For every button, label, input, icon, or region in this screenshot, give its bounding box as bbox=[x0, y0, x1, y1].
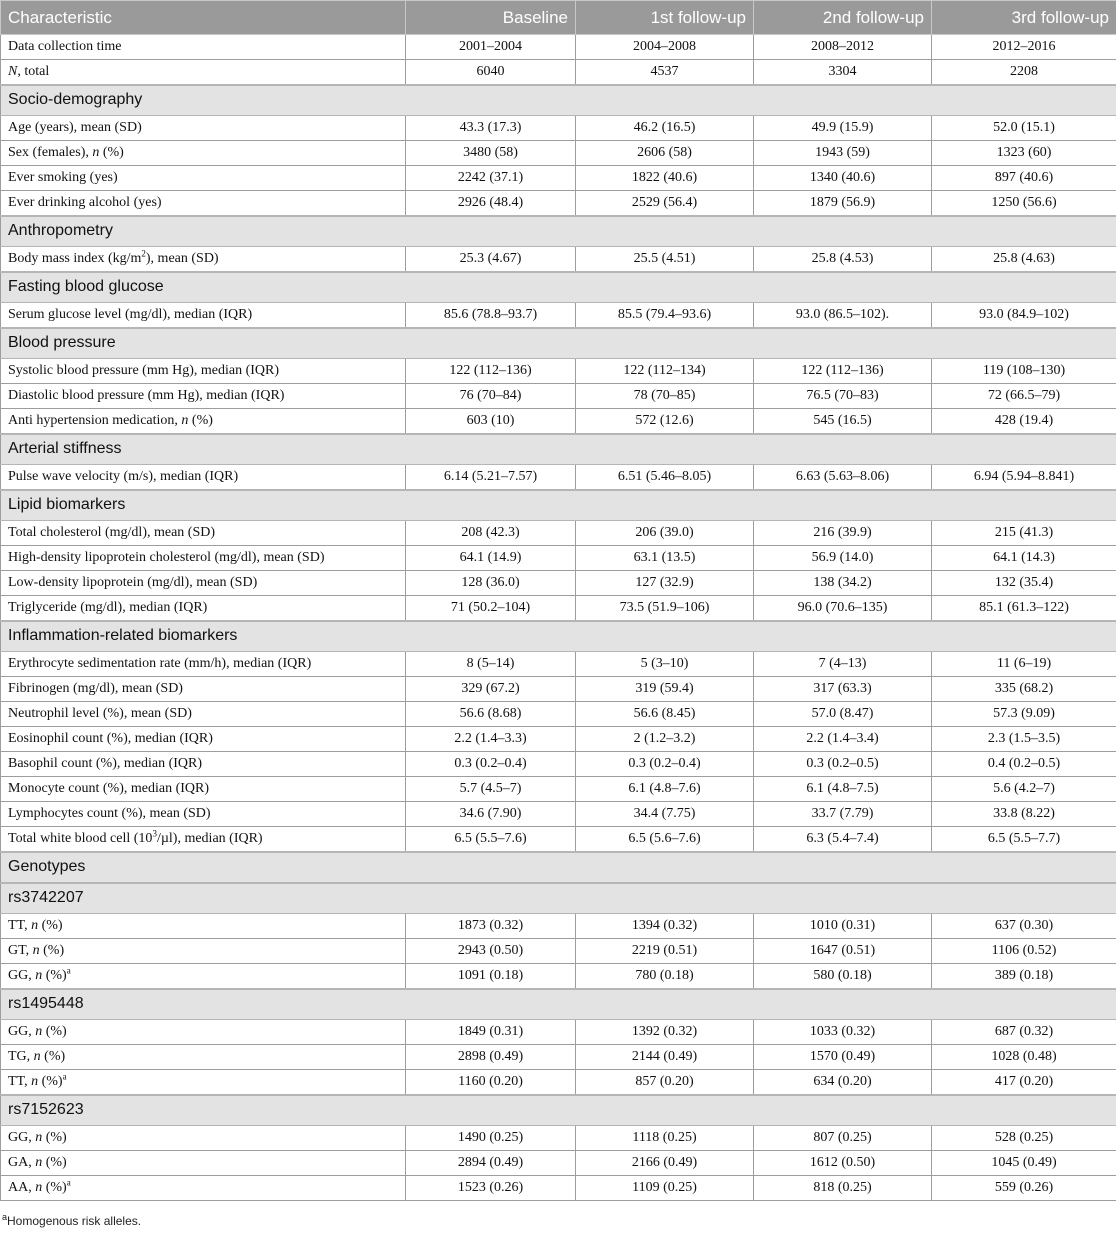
value-cell: 1490 (0.25) bbox=[406, 1126, 576, 1151]
value-cell: 1250 (56.6) bbox=[932, 191, 1116, 216]
value-cell: 6.51 (5.46–8.05) bbox=[576, 465, 754, 490]
row-label bbox=[1, 652, 406, 677]
value-cell: 2529 (56.4) bbox=[576, 191, 754, 216]
value-cell: 1523 (0.26) bbox=[406, 1176, 576, 1201]
section-title: rs3742207 bbox=[1, 883, 1116, 914]
row-label bbox=[1, 827, 406, 852]
value-cell: 34.6 (7.90) bbox=[406, 802, 576, 827]
value-cell: 215 (41.3) bbox=[932, 521, 1116, 546]
header-followup-2: 2nd follow-up bbox=[754, 1, 932, 35]
value-cell: 2008–2012 bbox=[754, 35, 932, 60]
label-text: Diastolic blood pressure (mm Hg), median (IQR) bbox=[8, 388, 285, 403]
value-cell: 122 (112–134) bbox=[576, 359, 754, 384]
row-label bbox=[1, 939, 406, 964]
value-cell: 1879 (56.9) bbox=[754, 191, 932, 216]
value-cell: 1045 (0.49) bbox=[932, 1151, 1116, 1176]
value-cell: 5 (3–10) bbox=[576, 652, 754, 677]
section-row bbox=[1, 883, 1116, 914]
value-cell: 6.1 (4.8–7.6) bbox=[576, 777, 754, 802]
value-cell: 52.0 (15.1) bbox=[932, 116, 1116, 141]
value-cell: 572 (12.6) bbox=[576, 409, 754, 434]
value-cell: 1612 (0.50) bbox=[754, 1151, 932, 1176]
value-cell: 6.94 (5.94–8.841) bbox=[932, 465, 1116, 490]
table-row bbox=[1, 1020, 1116, 1045]
value-cell: 76.5 (70–83) bbox=[754, 384, 932, 409]
section-title: rs1495448 bbox=[1, 989, 1116, 1020]
label-italic: n bbox=[33, 1049, 41, 1064]
value-cell: 528 (0.25) bbox=[932, 1126, 1116, 1151]
value-cell: 2004–2008 bbox=[576, 35, 754, 60]
value-cell: 5.6 (4.2–7) bbox=[932, 777, 1116, 802]
row-label bbox=[1, 465, 406, 490]
table-row bbox=[1, 677, 1116, 702]
row-label bbox=[1, 964, 406, 989]
table-body bbox=[1, 35, 1116, 1201]
value-cell: 559 (0.26) bbox=[932, 1176, 1116, 1201]
table-row bbox=[1, 752, 1116, 777]
section-title: Inflammation-related biomarkers bbox=[1, 621, 1116, 652]
value-cell: 818 (0.25) bbox=[754, 1176, 932, 1201]
value-cell: 1943 (59) bbox=[754, 141, 932, 166]
value-cell: 64.1 (14.3) bbox=[932, 546, 1116, 571]
value-cell: 2242 (37.1) bbox=[406, 166, 576, 191]
value-cell: 85.6 (78.8–93.7) bbox=[406, 303, 576, 328]
value-cell: 128 (36.0) bbox=[406, 571, 576, 596]
value-cell: 428 (19.4) bbox=[932, 409, 1116, 434]
value-cell: 56.9 (14.0) bbox=[754, 546, 932, 571]
label-text-after: (%) bbox=[42, 1130, 67, 1145]
label-text: Low-density lipoprotein (mg/dl), mean (SD) bbox=[8, 575, 258, 590]
label-text: , total bbox=[17, 63, 50, 79]
section-row bbox=[1, 1095, 1116, 1126]
row-label bbox=[1, 546, 406, 571]
label-italic: n bbox=[35, 1180, 43, 1195]
value-cell: 897 (40.6) bbox=[932, 166, 1116, 191]
label-text: Eosinophil count (%), median (IQR) bbox=[8, 731, 213, 746]
row-label bbox=[1, 914, 406, 939]
label-italic: n bbox=[92, 145, 100, 160]
section-row bbox=[1, 852, 1116, 883]
table-row bbox=[1, 914, 1116, 939]
label-text: Serum glucose level (mg/dl), median (IQR) bbox=[8, 306, 253, 322]
value-cell: 122 (112–136) bbox=[754, 359, 932, 384]
value-cell: 1109 (0.25) bbox=[576, 1176, 754, 1201]
label-text-after: (%) bbox=[99, 145, 124, 160]
row-label bbox=[1, 141, 406, 166]
label-text: Ever smoking (yes) bbox=[8, 170, 118, 185]
row-label bbox=[1, 1126, 406, 1151]
row-label bbox=[1, 116, 406, 141]
value-cell: 57.0 (8.47) bbox=[754, 702, 932, 727]
label-text: Fibrinogen (mg/dl), mean (SD) bbox=[8, 681, 183, 696]
value-cell: 2.2 (1.4–3.4) bbox=[754, 727, 932, 752]
section-row bbox=[1, 272, 1116, 303]
value-cell: 2166 (0.49) bbox=[576, 1151, 754, 1176]
table-row bbox=[1, 247, 1116, 272]
row-label bbox=[1, 571, 406, 596]
table-row bbox=[1, 521, 1116, 546]
row-label bbox=[1, 35, 406, 60]
label-text: Total cholesterol (mg/dl), mean (SD) bbox=[8, 525, 216, 540]
section-title: Fasting blood glucose bbox=[1, 272, 1116, 303]
table-row bbox=[1, 1151, 1116, 1176]
section-title: rs7152623 bbox=[1, 1095, 1116, 1126]
table-row bbox=[1, 727, 1116, 752]
value-cell: 8 (5–14) bbox=[406, 652, 576, 677]
value-cell: 71 (50.2–104) bbox=[406, 596, 576, 621]
value-cell: 25.3 (4.67) bbox=[406, 247, 576, 272]
label-italic: n bbox=[31, 1073, 39, 1089]
label-text-after: (%) bbox=[42, 967, 67, 983]
value-cell: 25.8 (4.63) bbox=[932, 247, 1116, 272]
value-cell: 1340 (40.6) bbox=[754, 166, 932, 191]
value-cell: 0.3 (0.2–0.4) bbox=[406, 752, 576, 777]
label-superscript: a bbox=[66, 1177, 71, 1188]
value-cell: 56.6 (8.68) bbox=[406, 702, 576, 727]
value-cell: 1118 (0.25) bbox=[576, 1126, 754, 1151]
value-cell: 64.1 (14.9) bbox=[406, 546, 576, 571]
value-cell: 3480 (58) bbox=[406, 141, 576, 166]
table-row bbox=[1, 1176, 1116, 1201]
value-cell: 3304 bbox=[754, 60, 932, 85]
row-label bbox=[1, 1045, 406, 1070]
label-text: Systolic blood pressure (mm Hg), median (IQR) bbox=[8, 363, 280, 378]
row-label bbox=[1, 802, 406, 827]
row-label bbox=[1, 384, 406, 409]
value-cell: 93.0 (84.9–102) bbox=[932, 303, 1116, 328]
label-text-after: ), mean (SD) bbox=[145, 250, 219, 266]
row-label bbox=[1, 777, 406, 802]
value-cell: 329 (67.2) bbox=[406, 677, 576, 702]
label-superscript: a bbox=[66, 965, 71, 976]
value-cell: 49.9 (15.9) bbox=[754, 116, 932, 141]
table-row bbox=[1, 409, 1116, 434]
value-cell: 206 (39.0) bbox=[576, 521, 754, 546]
value-cell: 0.4 (0.2–0.5) bbox=[932, 752, 1116, 777]
value-cell: 389 (0.18) bbox=[932, 964, 1116, 989]
value-cell: 2 (1.2–3.2) bbox=[576, 727, 754, 752]
table-row bbox=[1, 777, 1116, 802]
label-text-after: (%) bbox=[38, 1073, 63, 1089]
label-text-after: (%) bbox=[40, 1049, 66, 1064]
value-cell: 25.8 (4.53) bbox=[754, 247, 932, 272]
value-cell: 2943 (0.50) bbox=[406, 939, 576, 964]
label-text: Basophil count (%), median (IQR) bbox=[8, 756, 203, 771]
label-italic: n bbox=[35, 1130, 43, 1145]
label-italic: n bbox=[181, 412, 189, 428]
section-row bbox=[1, 490, 1116, 521]
value-cell: 2.3 (1.5–3.5) bbox=[932, 727, 1116, 752]
value-cell: 6040 bbox=[406, 60, 576, 85]
label-text-after: (%) bbox=[42, 1180, 67, 1195]
section-title: Blood pressure bbox=[1, 328, 1116, 359]
table-row bbox=[1, 1070, 1116, 1095]
table-row bbox=[1, 702, 1116, 727]
label-italic: n bbox=[31, 918, 39, 933]
table-row bbox=[1, 384, 1116, 409]
label-text: GG, bbox=[8, 1024, 36, 1039]
row-label bbox=[1, 409, 406, 434]
row-label bbox=[1, 191, 406, 216]
value-cell: 545 (16.5) bbox=[754, 409, 932, 434]
header-followup-3: 3rd follow-up bbox=[932, 1, 1116, 35]
table-row bbox=[1, 939, 1116, 964]
row-label bbox=[1, 359, 406, 384]
table-row bbox=[1, 1045, 1116, 1070]
table-row bbox=[1, 359, 1116, 384]
header-followup-1: 1st follow-up bbox=[576, 1, 754, 35]
label-text: Neutrophil level (%), mean (SD) bbox=[8, 706, 192, 721]
label-italic: n bbox=[35, 1155, 43, 1170]
table-row bbox=[1, 571, 1116, 596]
value-cell: 43.3 (17.3) bbox=[406, 116, 576, 141]
row-label bbox=[1, 596, 406, 621]
label-text: High-density lipoprotein cholesterol (mg/dl), mean (SD) bbox=[8, 550, 325, 565]
value-cell: 6.3 (5.4–7.4) bbox=[754, 827, 932, 852]
table-row bbox=[1, 116, 1116, 141]
value-cell: 25.5 (4.51) bbox=[576, 247, 754, 272]
value-cell: 1033 (0.32) bbox=[754, 1020, 932, 1045]
value-cell: 96.0 (70.6–135) bbox=[754, 596, 932, 621]
label-text-after: (%) bbox=[42, 1024, 67, 1039]
label-text: Erythrocyte sedimentation rate (mm/h), median (IQR) bbox=[8, 656, 312, 671]
table-row bbox=[1, 141, 1116, 166]
value-cell: 85.1 (61.3–122) bbox=[932, 596, 1116, 621]
label-text: TG, bbox=[8, 1049, 34, 1064]
row-label bbox=[1, 752, 406, 777]
section-title: Arterial stiffness bbox=[1, 434, 1116, 465]
value-cell: 5.7 (4.5–7) bbox=[406, 777, 576, 802]
value-cell: 122 (112–136) bbox=[406, 359, 576, 384]
value-cell: 634 (0.20) bbox=[754, 1070, 932, 1095]
value-cell: 2001–2004 bbox=[406, 35, 576, 60]
section-title: Socio-demography bbox=[1, 85, 1116, 116]
value-cell: 85.5 (79.4–93.6) bbox=[576, 303, 754, 328]
value-cell: 2894 (0.49) bbox=[406, 1151, 576, 1176]
table-footnote bbox=[2, 1214, 141, 1228]
section-row bbox=[1, 216, 1116, 247]
value-cell: 78 (70–85) bbox=[576, 384, 754, 409]
label-superscript: a bbox=[62, 1071, 67, 1082]
value-cell: 1091 (0.18) bbox=[406, 964, 576, 989]
value-cell: 1822 (40.6) bbox=[576, 166, 754, 191]
section-row bbox=[1, 989, 1116, 1020]
label-text: Sex (females), bbox=[8, 145, 93, 160]
label-text: Pulse wave velocity (m/s), median (IQR) bbox=[8, 468, 239, 484]
table-row bbox=[1, 303, 1116, 328]
value-cell: 6.14 (5.21–7.57) bbox=[406, 465, 576, 490]
value-cell: 317 (63.3) bbox=[754, 677, 932, 702]
value-cell: 127 (32.9) bbox=[576, 571, 754, 596]
value-cell: 6.63 (5.63–8.06) bbox=[754, 465, 932, 490]
label-text-after: (%) bbox=[38, 918, 63, 933]
label-text-after: /µl), median (IQR) bbox=[156, 830, 263, 846]
table-row bbox=[1, 166, 1116, 191]
label-text: Anti hypertension medication, bbox=[8, 412, 182, 428]
value-cell: 603 (10) bbox=[406, 409, 576, 434]
section-row bbox=[1, 434, 1116, 465]
label-italic: n bbox=[35, 967, 43, 983]
row-label bbox=[1, 166, 406, 191]
label-text: GA, bbox=[8, 1155, 36, 1170]
value-cell: 2144 (0.49) bbox=[576, 1045, 754, 1070]
label-text: GG, bbox=[8, 967, 36, 983]
footnote-marker: a bbox=[2, 1212, 8, 1222]
table-row bbox=[1, 465, 1116, 490]
section-row bbox=[1, 328, 1116, 359]
value-cell: 1647 (0.51) bbox=[754, 939, 932, 964]
label-text: Ever drinking alcohol (yes) bbox=[8, 194, 162, 210]
value-cell: 72 (66.5–79) bbox=[932, 384, 1116, 409]
label-superscript: 2 bbox=[141, 248, 146, 259]
value-cell: 6.1 (4.8–7.5) bbox=[754, 777, 932, 802]
row-label bbox=[1, 60, 406, 85]
value-cell: 857 (0.20) bbox=[576, 1070, 754, 1095]
value-cell: 57.3 (9.09) bbox=[932, 702, 1116, 727]
label-text: AA, bbox=[8, 1180, 36, 1195]
label-italic: n bbox=[32, 943, 40, 958]
row-label bbox=[1, 247, 406, 272]
value-cell: 1160 (0.20) bbox=[406, 1070, 576, 1095]
value-cell: 46.2 (16.5) bbox=[576, 116, 754, 141]
value-cell: 1106 (0.52) bbox=[932, 939, 1116, 964]
section-row bbox=[1, 85, 1116, 116]
section-row bbox=[1, 621, 1116, 652]
value-cell: 687 (0.32) bbox=[932, 1020, 1116, 1045]
table-row bbox=[1, 964, 1116, 989]
value-cell: 0.3 (0.2–0.5) bbox=[754, 752, 932, 777]
label-text: Body mass index (kg/m bbox=[8, 250, 142, 266]
value-cell: 1570 (0.49) bbox=[754, 1045, 932, 1070]
value-cell: 580 (0.18) bbox=[754, 964, 932, 989]
label-text: GT, bbox=[8, 943, 33, 958]
value-cell: 2012–2016 bbox=[932, 35, 1116, 60]
row-label bbox=[1, 727, 406, 752]
label-italic: N bbox=[8, 63, 18, 79]
label-text: GG, bbox=[8, 1130, 36, 1145]
table-row bbox=[1, 546, 1116, 571]
value-cell: 2606 (58) bbox=[576, 141, 754, 166]
value-cell: 6.5 (5.5–7.7) bbox=[932, 827, 1116, 852]
table-row bbox=[1, 827, 1116, 852]
value-cell: 73.5 (51.9–106) bbox=[576, 596, 754, 621]
value-cell: 637 (0.30) bbox=[932, 914, 1116, 939]
label-text: Data collection time bbox=[8, 39, 122, 54]
label-text: TT, bbox=[8, 918, 32, 933]
value-cell: 132 (35.4) bbox=[932, 571, 1116, 596]
value-cell: 1394 (0.32) bbox=[576, 914, 754, 939]
value-cell: 1873 (0.32) bbox=[406, 914, 576, 939]
section-title: Anthropometry bbox=[1, 216, 1116, 247]
value-cell: 1392 (0.32) bbox=[576, 1020, 754, 1045]
section-title: Genotypes bbox=[1, 852, 1116, 883]
label-text: Total white blood cell (10 bbox=[8, 830, 153, 846]
row-label bbox=[1, 521, 406, 546]
value-cell: 0.3 (0.2–0.4) bbox=[576, 752, 754, 777]
value-cell: 6.5 (5.5–7.6) bbox=[406, 827, 576, 852]
value-cell: 2926 (48.4) bbox=[406, 191, 576, 216]
label-text-after: (%) bbox=[39, 943, 65, 958]
value-cell: 76 (70–84) bbox=[406, 384, 576, 409]
table-row bbox=[1, 652, 1116, 677]
value-cell: 1028 (0.48) bbox=[932, 1045, 1116, 1070]
value-cell: 2.2 (1.4–3.3) bbox=[406, 727, 576, 752]
value-cell: 34.4 (7.75) bbox=[576, 802, 754, 827]
section-title: Lipid biomarkers bbox=[1, 490, 1116, 521]
label-text-after: (%) bbox=[188, 412, 213, 428]
row-label bbox=[1, 677, 406, 702]
row-label bbox=[1, 1151, 406, 1176]
header-characteristic: Characteristic bbox=[1, 1, 406, 35]
footnote-text: Homogenous risk alleles. bbox=[7, 1214, 142, 1228]
value-cell: 208 (42.3) bbox=[406, 521, 576, 546]
value-cell: 138 (34.2) bbox=[754, 571, 932, 596]
value-cell: 216 (39.9) bbox=[754, 521, 932, 546]
value-cell: 33.7 (7.79) bbox=[754, 802, 932, 827]
label-text: Monocyte count (%), median (IQR) bbox=[8, 781, 209, 796]
value-cell: 807 (0.25) bbox=[754, 1126, 932, 1151]
value-cell: 63.1 (13.5) bbox=[576, 546, 754, 571]
value-cell: 7 (4–13) bbox=[754, 652, 932, 677]
label-italic: n bbox=[35, 1024, 43, 1039]
value-cell: 4537 bbox=[576, 60, 754, 85]
value-cell: 1849 (0.31) bbox=[406, 1020, 576, 1045]
row-label bbox=[1, 1020, 406, 1045]
row-label bbox=[1, 1176, 406, 1201]
value-cell: 780 (0.18) bbox=[576, 964, 754, 989]
value-cell: 1010 (0.31) bbox=[754, 914, 932, 939]
table-row bbox=[1, 35, 1116, 60]
value-cell: 56.6 (8.45) bbox=[576, 702, 754, 727]
value-cell: 6.5 (5.6–7.6) bbox=[576, 827, 754, 852]
table-row bbox=[1, 802, 1116, 827]
value-cell: 33.8 (8.22) bbox=[932, 802, 1116, 827]
value-cell: 2208 bbox=[932, 60, 1116, 85]
value-cell: 119 (108–130) bbox=[932, 359, 1116, 384]
value-cell: 2219 (0.51) bbox=[576, 939, 754, 964]
value-cell: 1323 (60) bbox=[932, 141, 1116, 166]
label-text: TT, bbox=[8, 1073, 32, 1089]
label-text-after: (%) bbox=[42, 1155, 67, 1170]
value-cell: 417 (0.20) bbox=[932, 1070, 1116, 1095]
label-text: Age (years), mean (SD) bbox=[8, 120, 142, 135]
label-text: Lymphocytes count (%), mean (SD) bbox=[8, 806, 211, 821]
table-header-row bbox=[1, 1, 1116, 35]
value-cell: 335 (68.2) bbox=[932, 677, 1116, 702]
table-row bbox=[1, 1126, 1116, 1151]
label-text: Triglyceride (mg/dl), median (IQR) bbox=[8, 599, 208, 615]
row-label bbox=[1, 303, 406, 328]
row-label bbox=[1, 1070, 406, 1095]
label-superscript: 3 bbox=[152, 828, 157, 839]
table-row bbox=[1, 596, 1116, 621]
table-row bbox=[1, 60, 1116, 85]
table-row bbox=[1, 191, 1116, 216]
header-baseline: Baseline bbox=[406, 1, 576, 35]
value-cell: 93.0 (86.5–102). bbox=[754, 303, 932, 328]
value-cell: 11 (6–19) bbox=[932, 652, 1116, 677]
row-label bbox=[1, 702, 406, 727]
value-cell: 2898 (0.49) bbox=[406, 1045, 576, 1070]
value-cell: 319 (59.4) bbox=[576, 677, 754, 702]
